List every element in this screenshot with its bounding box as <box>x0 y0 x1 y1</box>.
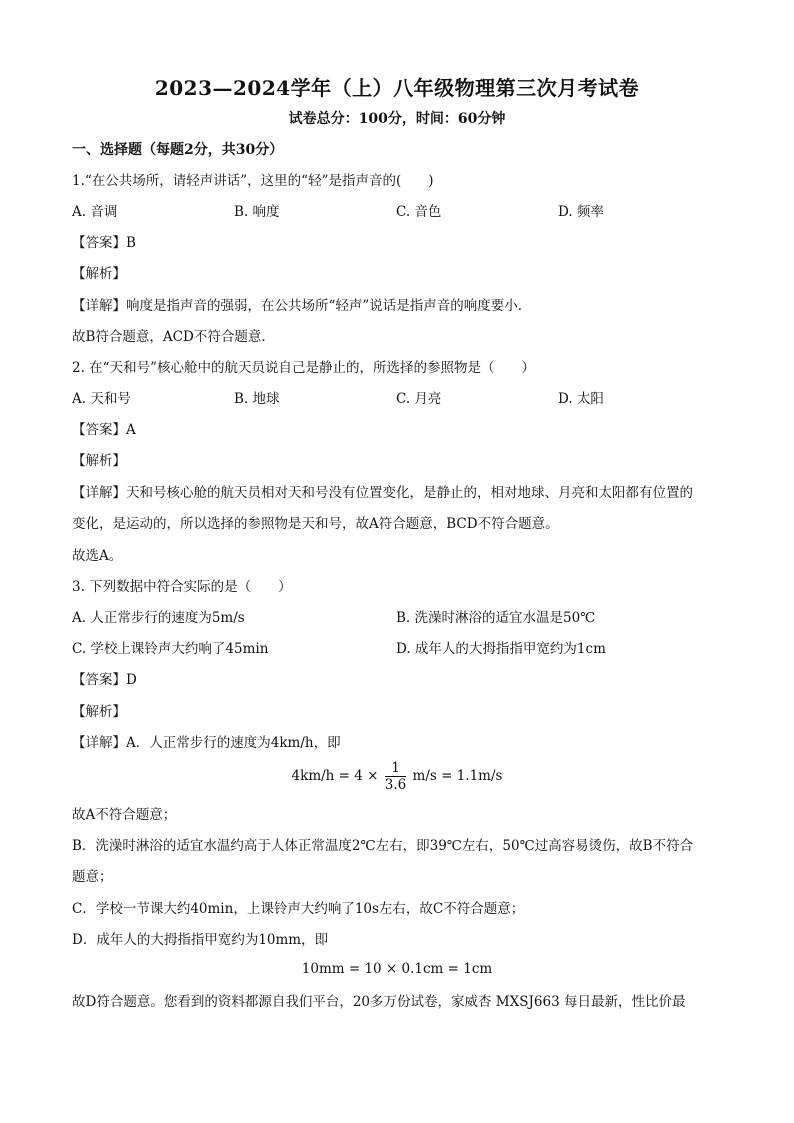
question-3-detail-b-line-2: 题意； <box>72 869 113 885</box>
question-3-detail-a <box>72 733 341 753</box>
question-2-stem: 2. 在“天和号”核心舱中的航天员说自己是静止的，所选择的参照物是（ ） <box>72 360 535 376</box>
detail-label: 【详解】 <box>72 485 126 501</box>
question-3-detail-b-line-1: B．洗澡时淋浴的适宜水温约高于人体正常温度2℃左右，即39℃左右，50℃过高容易烫伤，故B不符合 <box>72 838 694 854</box>
question-2-answer: 【答案】A <box>72 422 136 438</box>
page-title: 2023—2024学年（上）八年级物理第三次月考试卷 <box>154 76 640 100</box>
detail-label: 【详解】 <box>72 735 126 751</box>
detail-text: 响度是指声音的强弱，在公共场所“轻声”说话是指声音的响度要小． <box>126 298 532 314</box>
question-2-conclusion: 故选A。 <box>72 548 123 564</box>
question-2-option-a: A. 天和号 <box>72 391 131 407</box>
question-1-stem: 1.“在公共场所，请轻声讲话”，这里的“轻”是指声音的( ) <box>72 173 434 189</box>
question-2-option-d: D. 太阳 <box>558 391 604 407</box>
question-1-option-b: B. 响度 <box>234 204 280 220</box>
question-3-detail-c: C．学校一节课大约40min，上课铃声大约响了10s左右，故C不符合题意； <box>72 901 525 917</box>
question-1-detail <box>72 296 531 316</box>
formula-speed-conversion <box>0 760 794 793</box>
question-3-option-c: C. 学校上课铃声大约响了45min <box>72 641 269 657</box>
question-3-answer: 【答案】D <box>72 672 137 688</box>
formula-length-conversion: 10mm = 10 × 0.1cm = 1cm <box>301 961 493 977</box>
question-1-option-c: C. 音色 <box>396 204 442 220</box>
question-2-detail-line-2: 变化，是运动的，所以选择的参照物是天和号，故A符合题意，BCD不符合题意。 <box>72 516 559 532</box>
exam-info: 试卷总分：100分，时间：60分钟 <box>288 111 506 127</box>
question-2-option-b: B. 地球 <box>234 391 280 407</box>
fraction <box>385 760 406 793</box>
question-1-conclusion: 故B符合题意，ACD不符合题意． <box>72 329 275 345</box>
formula-left: 4km/h = 4 × <box>291 768 379 784</box>
question-1-option-a: A. 音调 <box>72 204 118 220</box>
question-3-final-line: 故D符合题意。您看到的资料都源自我们平台，20多万份试卷，家威杏 MXSJ663 每日最新，性比价最 <box>72 994 686 1010</box>
question-3-option-d: D. 成年人的大拇指指甲宽约为1cm <box>396 641 606 657</box>
fraction-denominator: 3.6 <box>384 777 407 793</box>
question-3-stem: 3. 下列数据中符合实际的是（ ） <box>72 579 292 595</box>
detail-text: A．人正常步行的速度为4km/h，即 <box>126 735 341 751</box>
question-2-detail-line-1 <box>72 483 693 503</box>
question-2-analysis-label: 【解析】 <box>72 453 126 469</box>
formula-right: m/s = 1.1m/s <box>412 768 503 784</box>
detail-text: 天和号核心舱的航天员相对天和号没有位置变化，是静止的，相对地球、月亮和太阳都有位置的 <box>126 485 693 501</box>
question-1-option-d: D. 频率 <box>558 204 604 220</box>
question-1-answer: 【答案】B <box>72 235 136 251</box>
question-1-analysis-label: 【解析】 <box>72 266 126 282</box>
question-3-option-a: A. 人正常步行的速度为5m/s <box>72 610 245 626</box>
question-3-a-conclusion: 故A不符合题意； <box>72 807 177 823</box>
fraction-numerator: 1 <box>385 760 406 777</box>
detail-label: 【详解】 <box>72 298 126 314</box>
question-2-option-c: C. 月亮 <box>396 391 442 407</box>
section-heading: 一、选择题（每题2分，共30分） <box>72 142 284 158</box>
question-3-detail-d: D．成年人的大拇指指甲宽约为10mm，即 <box>72 932 329 948</box>
question-3-option-b: B. 洗澡时淋浴的适宜水温是50℃ <box>396 610 596 626</box>
question-3-analysis-label: 【解析】 <box>72 704 126 720</box>
